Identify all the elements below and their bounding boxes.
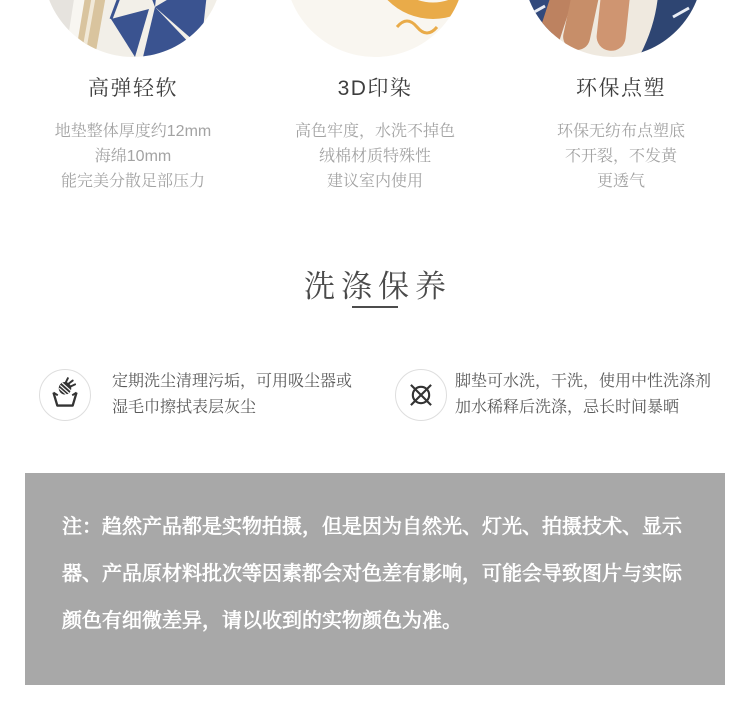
care-section-title: 洗涤保养 bbox=[304, 269, 452, 304]
note-line: 颜色有细微差异，请以收到的实物颜色为准。 bbox=[62, 610, 462, 632]
feature-title-elastic: 高弹轻软 bbox=[88, 77, 178, 100]
desc-line: 高色牢度，水洗不掉色 bbox=[294, 123, 455, 140]
desc-line: 更透气 bbox=[596, 173, 645, 190]
no-wring-icon bbox=[395, 369, 447, 421]
note-line: 器、产品原材料批次等因素都会对色差有影响，可能会导致图片与实际 bbox=[62, 563, 682, 585]
care-line: 加水稀释后洗涤，忌长时间暴晒 bbox=[455, 399, 680, 416]
product-photo-print bbox=[285, 0, 465, 57]
feature-title-backing: 环保点塑 bbox=[576, 77, 666, 100]
orange-print-fabric-image bbox=[285, 0, 465, 57]
desc-line: 海绵10mm bbox=[94, 148, 172, 165]
hand-pinching-fabric-image bbox=[523, 0, 703, 57]
desc-line: 不开裂，不发黄 bbox=[564, 148, 677, 165]
product-photo-elastic bbox=[43, 0, 223, 57]
blue-geometric-fabric-image bbox=[43, 0, 223, 57]
heading-underline bbox=[352, 306, 398, 308]
note-line: 注：趋然产品都是实物拍摄，但是因为自然光、灯光、拍摄技术、显示 bbox=[62, 516, 682, 538]
care-line: 湿毛巾擦拭表层灰尘 bbox=[112, 399, 257, 416]
desc-line: 建议室内使用 bbox=[326, 173, 423, 190]
hand-wash-icon bbox=[39, 369, 91, 421]
feature-desc-elastic bbox=[3, 119, 263, 194]
care-line: 脚垫可水洗，干洗，使用中性洗涤剂 bbox=[455, 373, 712, 390]
care-instruction-washing bbox=[455, 369, 745, 421]
color-difference-note bbox=[25, 473, 725, 685]
feature-desc-print bbox=[245, 119, 505, 194]
desc-line: 地垫整体厚度约12mm bbox=[54, 123, 212, 140]
desc-line: 绒棉材质特殊性 bbox=[318, 148, 431, 165]
desc-line: 能完美分散足部压力 bbox=[60, 173, 205, 190]
care-instruction-cleaning bbox=[112, 369, 402, 421]
care-line: 定期洗尘清理污垢，可用吸尘器或 bbox=[112, 373, 353, 390]
feature-desc-backing bbox=[491, 119, 750, 194]
feature-title-print: 3D印染 bbox=[337, 77, 413, 100]
desc-line: 环保无纺布点塑底 bbox=[556, 123, 685, 140]
product-photo-backing bbox=[523, 0, 703, 57]
